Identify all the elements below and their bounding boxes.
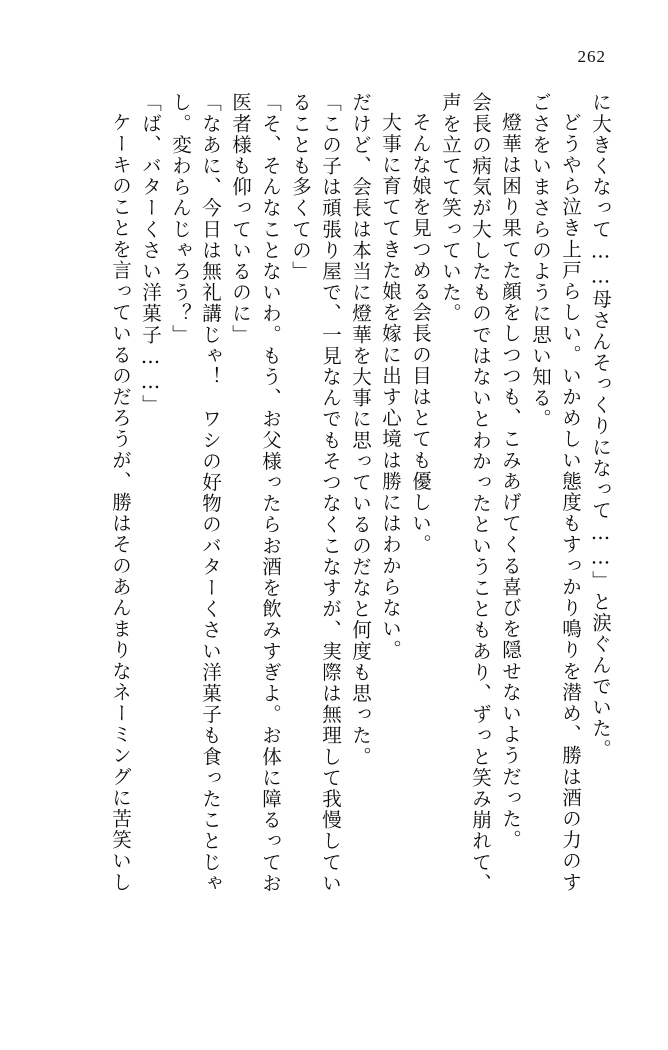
page-number: 262: [577, 47, 606, 66]
text-column: だけど、会長は本当に燈華を大事に思っているのだなと何度も思った。: [349, 92, 372, 768]
text-column: ケーキのことを言っているのだろうが、勝はそのあんまりなネーミングに苦笑いし: [109, 112, 132, 893]
text-column: に大きくなって……母さんそっくりになって……」と涙ぐんでいた。: [589, 92, 612, 761]
text-column: ることも多くての」: [289, 92, 312, 282]
vertical-text-body: [48, 92, 610, 1032]
text-column: 声を立てて笑っていた。: [439, 92, 462, 325]
text-column: 「そ、そんなことないわ。もう、お父様ったらお酒を飲みすぎよ。お体に障るってお: [259, 92, 282, 894]
text-column: そんな娘を見つめる会長の目はとても優しい。: [409, 112, 432, 556]
text-column: 「なあに、今日は無礼講じゃ！ ワシの好物のバターくさい洋菓子も食ったことじゃ: [199, 92, 222, 894]
text-column: し。変わらんじゃろう？」: [169, 92, 192, 346]
text-column: どうやら泣き上戸らしい。いかめしい態度もすっかり鳴りを潜め、勝は酒の力のす: [559, 112, 582, 893]
text-column: 会長の病気が大したものではないとわかったということもあり、ずっと笑み崩れて、: [469, 92, 492, 894]
text-column: 「この子は頑張り屋で、一見なんでもそつなくこなすが、実際は無理して我慢してい: [319, 92, 342, 894]
text-column: 燈華は困り果てた顔をしつつも、こみあげてくる喜びを隠せないようだった。: [499, 112, 522, 851]
text-column: 大事に育ててきた娘を嫁に出す心境は勝にはわからない。: [379, 112, 402, 661]
text-column: ごさをいまさらのように思い知る。: [529, 92, 552, 430]
text-column: 医者様も仰っているのに」: [229, 92, 252, 346]
text-column: 「ば、バターくさい洋菓子……」: [139, 92, 162, 416]
